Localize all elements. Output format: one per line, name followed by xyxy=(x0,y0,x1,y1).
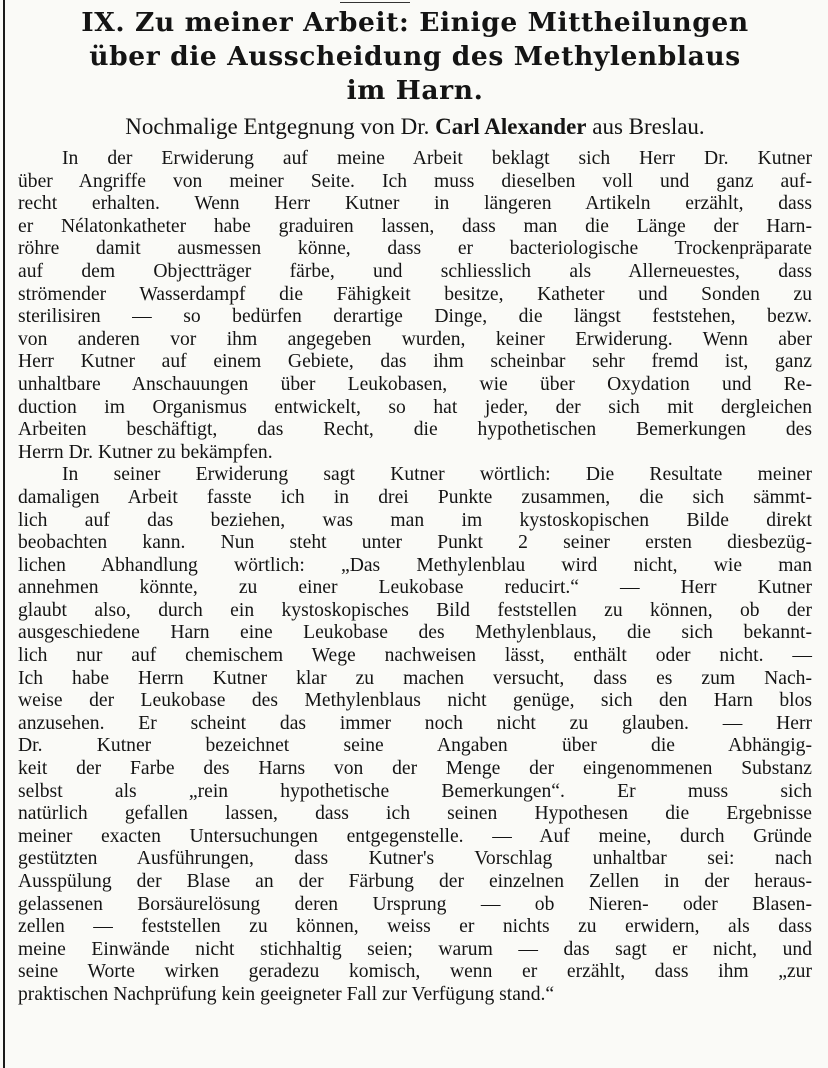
article-subtitle xyxy=(18,112,812,142)
article-body xyxy=(18,148,812,1007)
text-line: beobachten kann. Nun steht unter Punkt 2 seiner ersten diesbezüg- xyxy=(18,532,812,554)
text-line: In seiner Erwiderung sagt Kutner wörtlich: Die Resultate meiner xyxy=(62,464,812,486)
text-line: natürlich gefallen lassen, dass ich seinen Hypothesen die Ergebnisse xyxy=(18,803,812,825)
text-line: röhre damit ausmessen könne, dass er bacteriologische Trockenpräparate xyxy=(18,238,812,260)
text-line: selbst als „rein hypothetische Bemerkungen“. Er muss sich xyxy=(18,780,812,802)
text-line: annehmen könnte, zu einer Leukobase reducirt.“ — Herr Kutner xyxy=(18,577,812,599)
text-line: In der Erwiderung auf meine Arbeit beklagt sich Herr Dr. Kutner xyxy=(62,148,812,169)
text-line: recht erhalten. Wenn Herr Kutner in längeren Artikeln erzählt, dass xyxy=(18,193,812,215)
title-line: über die Ausscheidung des Methylenblaus xyxy=(89,41,741,72)
text-line: Herrn Dr. Kutner zu bekämpfen. xyxy=(18,441,273,463)
text-line: meine Einwände nicht stichhaltig seien; warum — das sagt er nicht, und xyxy=(18,938,812,960)
title-line: im Harn. xyxy=(346,75,484,106)
text-line: unhaltbare Anschauungen über Leukobasen, wie über Oxydation und Re- xyxy=(18,373,812,395)
text-line: Ich habe Herrn Kutner klar zu machen versucht, dass es zum Nach- xyxy=(18,667,812,689)
author-name: Carl Alexander xyxy=(435,114,587,139)
article-title xyxy=(18,6,812,108)
text-line: lichen Abhandlung wörtlich: „Das Methylenblau wird nicht, wie man xyxy=(18,554,812,576)
column-rule xyxy=(3,0,5,1068)
title-line: IX. Zu meiner Arbeit: Einige Mittheilungen xyxy=(81,7,749,38)
paragraph xyxy=(18,148,812,464)
text-line: Herr Kutner auf einem Gebiete, das ihm scheinbar sehr fremd ist, ganz xyxy=(18,351,812,373)
text-line: seine Worte wirken geradezu komisch, wenn er erzählt, dass ihm „zur xyxy=(18,961,812,983)
subtitle-suffix: aus Breslau. xyxy=(592,114,705,139)
text-line: sterilisiren — so bedürfen derartige Dinge, die längst feststehen, bezw. xyxy=(18,306,812,328)
text-line: weise der Leukobase des Methylenblaus nicht genüge, sich den Harn blos xyxy=(18,690,812,712)
text-line: praktischen Nachprüfung kein geeigneter Fall zur Verfügung stand.“ xyxy=(18,983,555,1005)
text-line: zellen — feststellen zu können, weiss er nichts zu erwidern, als dass xyxy=(18,916,812,938)
text-line: meiner exacten Untersuchungen entgegenstelle. — Auf meine, durch Gründe xyxy=(18,825,812,847)
article xyxy=(18,6,812,1007)
text-line: Arbeiten beschäftigt, das Recht, die hypothetischen Bemerkungen des xyxy=(18,419,812,441)
text-line: auf dem Objectträger färbe, und schliesslich als Allerneuestes, dass xyxy=(18,260,812,282)
text-line: glaubt also, durch ein kystoskopisches Bild feststellen zu können, ob der xyxy=(18,599,812,621)
text-line: strömender Wasserdampf die Fähigkeit besitze, Katheter und Sonden zu xyxy=(18,283,812,305)
text-line: lich auf das beziehen, was man im kystoskopischen Bilde direkt xyxy=(18,509,812,531)
text-line: duction im Organismus entwickelt, so hat jeder, der sich mit dergleichen xyxy=(18,396,812,418)
text-line: ausgeschiedene Harn eine Leukobase des Methylenblaus, die sich bekannt- xyxy=(18,622,812,644)
text-line: keit der Farbe des Harns von der Menge der eingenommenen Substanz xyxy=(18,758,812,780)
text-line: von anderen vor ihm angegeben wurden, keiner Erwiderung. Wenn aber xyxy=(18,328,812,350)
paragraph xyxy=(18,464,812,1006)
text-line: gelassenen Borsäurelösung deren Ursprung — ob Nieren- oder Blasen- xyxy=(18,893,812,915)
text-line: gestützten Ausführungen, dass Kutner's Vorschlag unhaltbar sei: nach xyxy=(18,848,812,870)
text-line: er Nélatonkatheter habe graduiren lassen, dass man die Länge der Harn- xyxy=(18,215,812,237)
text-line: über Angriffe von meiner Seite. Ich muss dieselben voll und ganz auf- xyxy=(18,170,812,192)
text-line: damaligen Arbeit fasste ich in drei Punkte zusammen, die sich sämmt- xyxy=(18,486,812,508)
text-line: lich nur auf chemischem Wege nachweisen lässt, enthält oder nicht. — xyxy=(18,645,812,667)
top-rule xyxy=(340,2,410,3)
subtitle-prefix: Nochmalige Entgegnung von Dr. xyxy=(125,114,430,139)
text-line: anzusehen. Er scheint das immer noch nicht zu glauben. — Herr xyxy=(18,712,812,734)
text-line: Dr. Kutner bezeichnet seine Angaben über die Abhängig- xyxy=(18,735,812,757)
text-line: Ausspülung der Blase an der Färbung der einzelnen Zellen in der heraus- xyxy=(18,871,812,892)
